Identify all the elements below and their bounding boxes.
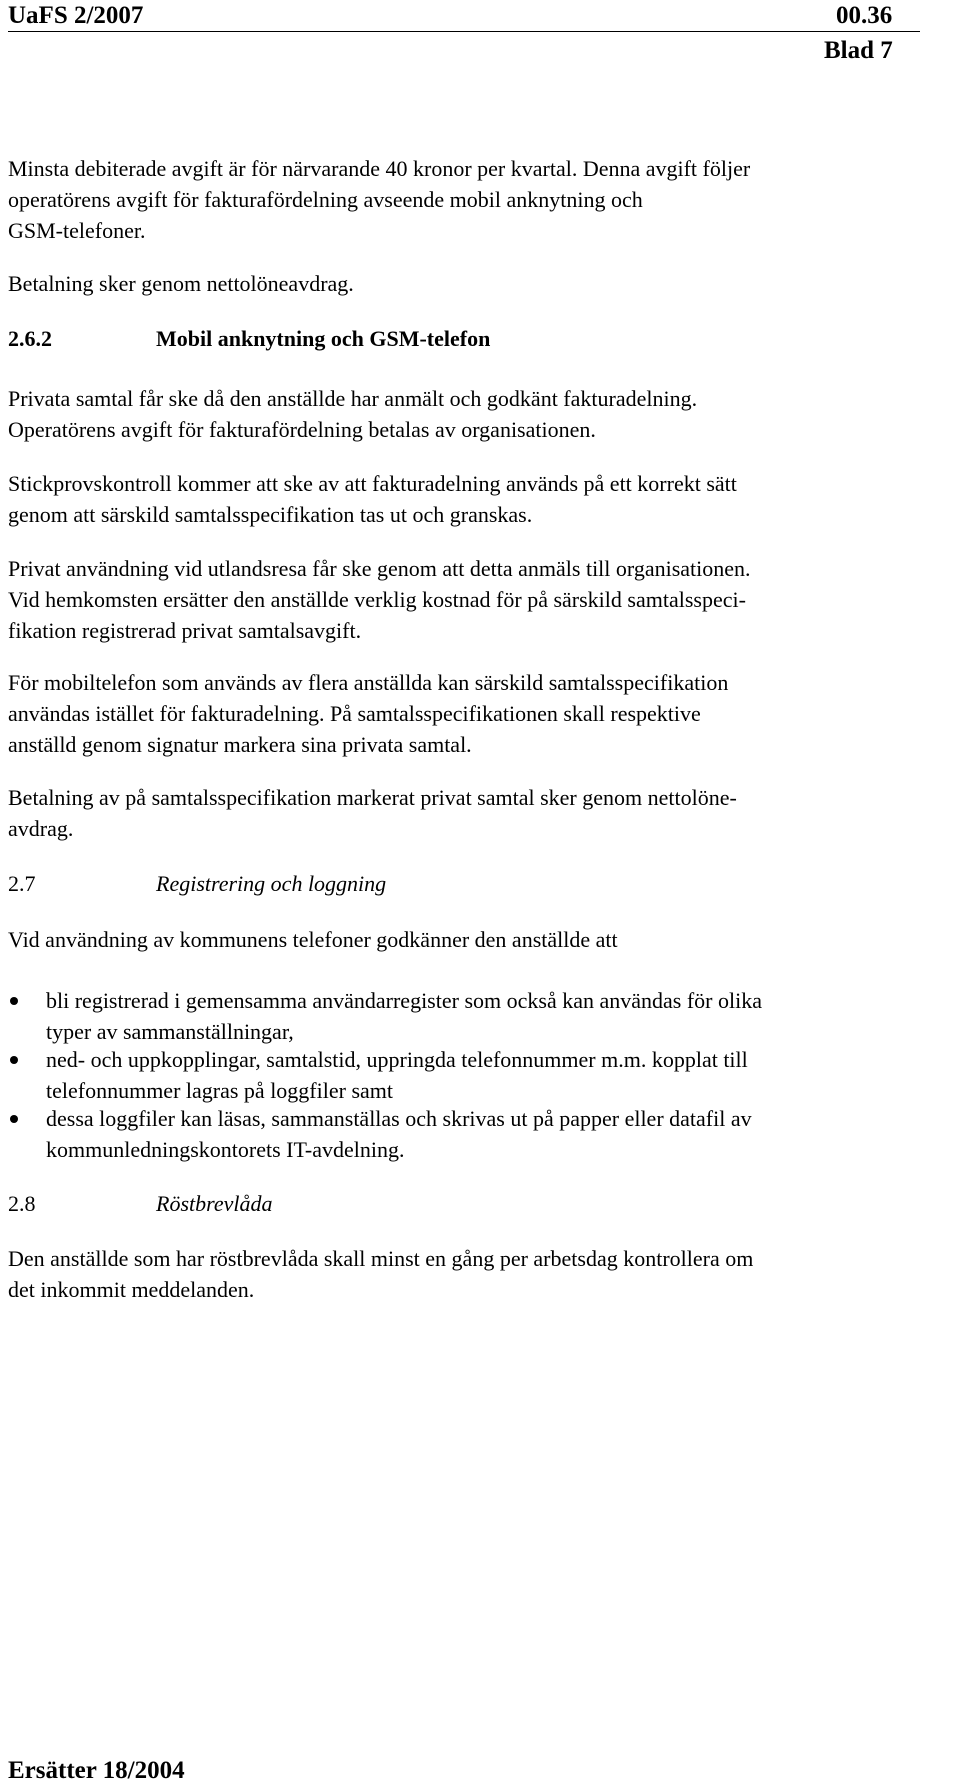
- section-number: 2.7: [8, 871, 36, 896]
- text-line: avdrag.: [8, 816, 74, 841]
- paragraph-abroad-use: [8, 553, 943, 646]
- text-line: fikation registrerad privat samtalsavgift.: [8, 618, 362, 643]
- bullet-icon: [10, 1115, 18, 1123]
- paragraph-consent-intro: [8, 924, 943, 955]
- text-line: Betalning av på samtalsspecifikation markerat privat samtal sker genom nettolöne-: [8, 785, 737, 810]
- header-doc-id: UaFS 2/2007: [8, 2, 144, 29]
- text-line: Privata samtal får ske då den anställde har anmält och godkänt fakturadelning.: [8, 386, 698, 411]
- section-title: Registrering och loggning: [156, 871, 387, 896]
- section-title: Röstbrevlåda: [156, 1191, 273, 1216]
- paragraph-payment-specification: [8, 782, 943, 844]
- section-number: 2.8: [8, 1191, 36, 1216]
- paragraph-private-calls: [8, 383, 943, 445]
- text-line: typer av sammanställningar,: [46, 1019, 294, 1044]
- paragraph-spot-check: [8, 468, 943, 530]
- text-line: anställd genom signatur markera sina privata samtal.: [8, 732, 472, 757]
- bullet-icon: [10, 997, 18, 1005]
- text-line: Operatörens avgift för fakturafördelning betalas av organisationen.: [8, 417, 596, 442]
- header-rule: [8, 31, 920, 32]
- text-line: ned- och uppkopplingar, samtalstid, uppringda telefonnummer m.m. kopplat till: [46, 1047, 748, 1072]
- text-line: Privat användning vid utlandsresa får ske genom att detta anmäls till organisationen.: [8, 556, 751, 581]
- text-line: genom att särskild samtalsspecifikation tas ut och granskas.: [8, 502, 533, 527]
- paragraph-shared-mobile: [8, 667, 943, 760]
- text-line: Vid användning av kommunens telefoner godkänner den anställde att: [8, 927, 618, 952]
- text-line: För mobiltelefon som används av flera anställda kan särskild samtalsspecifikation: [8, 670, 729, 695]
- text-line: Stickprovskontroll kommer att ske av att fakturadelning används på ett korrekt sätt: [8, 471, 737, 496]
- text-line: Minsta debiterade avgift är för närvarande 40 kronor per kvartal. Denna avgift följer: [8, 156, 751, 181]
- header-sheet-number: Blad 7: [824, 37, 893, 64]
- text-line: Vid hemkomsten ersätter den anställde verklig kostnad för på särskild samtalsspeci-: [8, 587, 746, 612]
- text-line: det inkommit meddelanden.: [8, 1277, 255, 1302]
- text-line: dessa loggfiler kan läsas, sammanställas och skrivas ut på papper eller datafil av: [46, 1106, 752, 1131]
- footer-replaces: Ersätter 18/2004: [8, 1757, 185, 1784]
- header-code: 00.36: [836, 2, 893, 29]
- text-line: användas istället för fakturadelning. På samtalsspecifikationen skall respektive: [8, 701, 701, 726]
- text-line: telefonnummer lagras på loggfiler samt: [46, 1078, 393, 1103]
- text-line: operatörens avgift för fakturafördelning avseende mobil anknytning och: [8, 187, 643, 212]
- paragraph-voicemail: [8, 1243, 943, 1305]
- text-line: GSM-telefoner.: [8, 218, 146, 243]
- text-line: Betalning sker genom nettolöneavdrag.: [8, 271, 354, 296]
- paragraph-min-fee: [8, 153, 943, 246]
- section-title: Mobil anknytning och GSM-telefon: [156, 326, 491, 351]
- text-line: kommunledningskontorets IT-avdelning.: [46, 1137, 405, 1162]
- bullet-icon: [10, 1056, 18, 1064]
- section-number: 2.6.2: [8, 326, 52, 351]
- text-line: bli registrerad i gemensamma användarregister som också kan användas för olika: [46, 988, 762, 1013]
- text-line: Den anställde som har röstbrevlåda skall minst en gång per arbetsdag kontrollera om: [8, 1246, 754, 1271]
- paragraph-payment: [8, 268, 943, 299]
